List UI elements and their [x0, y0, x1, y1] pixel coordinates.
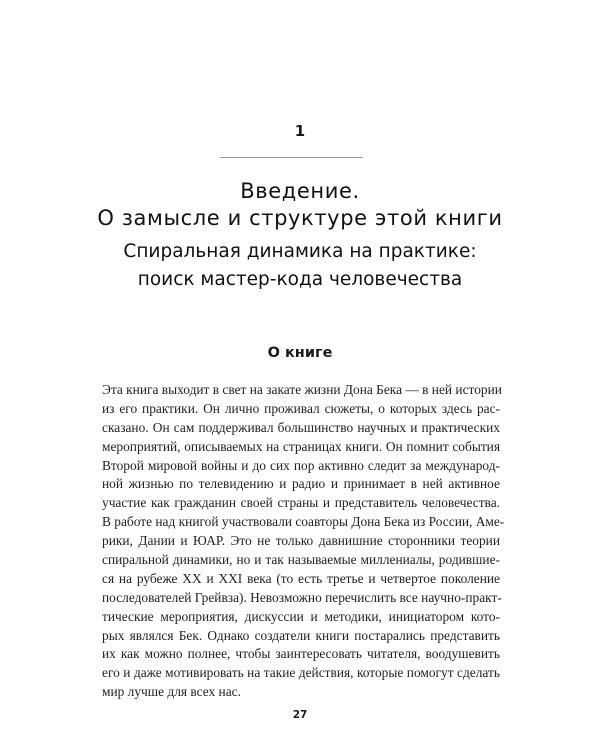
chapter-subtitle-line-2: поиск мастер-кода человечества — [137, 269, 463, 290]
text-line: Эта книга выходит в свет на закате жизни Дона Бека — в ней истории — [102, 382, 502, 397]
text-line: участие как гражданин своей страны и представитель человечества. — [102, 495, 500, 511]
text-line: мероприятий, описываемых на страницах книги. Он помнит события — [102, 438, 500, 454]
text-line: их как можно полнее, чтобы заинтересовать читателя, воодушевить — [102, 646, 500, 662]
text-line: спиральной динамики, но и так называемые миллениалы, родившие- — [102, 552, 500, 568]
text-line: мир лучше для всех нас. — [102, 684, 241, 700]
text-line: рых являлся Бек. Однако создатели книги постарались представить — [102, 627, 500, 643]
text-line: Второй мировой войны и до сих пор активно следит за международ- — [102, 457, 500, 473]
section-heading: О книге — [267, 345, 333, 361]
chapter-title-line-1: Введение. — [240, 179, 360, 203]
text-line: ся на рубеже XX и XXI века (то есть третье и четвертое поколение — [102, 570, 500, 586]
text-line: В работе над книгой участвовали соавторы Дона Бека из России, Аме- — [102, 514, 505, 530]
text-line: его и даже мотивировать на такие действия, которые помогут сделать — [102, 665, 500, 681]
text-line: из его практики. Он лично проживал сюжеты, о которых здесь рас- — [102, 400, 500, 416]
text-line: сказано. Он сам поддерживал большинство научных и практических — [102, 419, 500, 435]
chapter-number: 1 — [294, 122, 306, 140]
chapter-title-line-2: О замысле и структуре этой книги — [97, 206, 503, 230]
page-number: 27 — [292, 709, 308, 721]
text-line: тические мероприятия, дискуссии и методики, инициатором кото- — [102, 608, 500, 624]
text-line: ной жизнью по телевидению и радио и принимает в ней активное — [102, 476, 500, 492]
body-paragraph — [102, 381, 505, 702]
chapter-subtitle-line-1: Спиральная динамика на практике: — [123, 241, 477, 262]
chapter-divider — [220, 157, 363, 158]
text-line: последователей Грейвза). Невозможно перечислить все научно-практ- — [102, 589, 502, 605]
text-line: рики, Дании и ЮАР. Это не только давнишние сторонники теории — [102, 533, 500, 549]
